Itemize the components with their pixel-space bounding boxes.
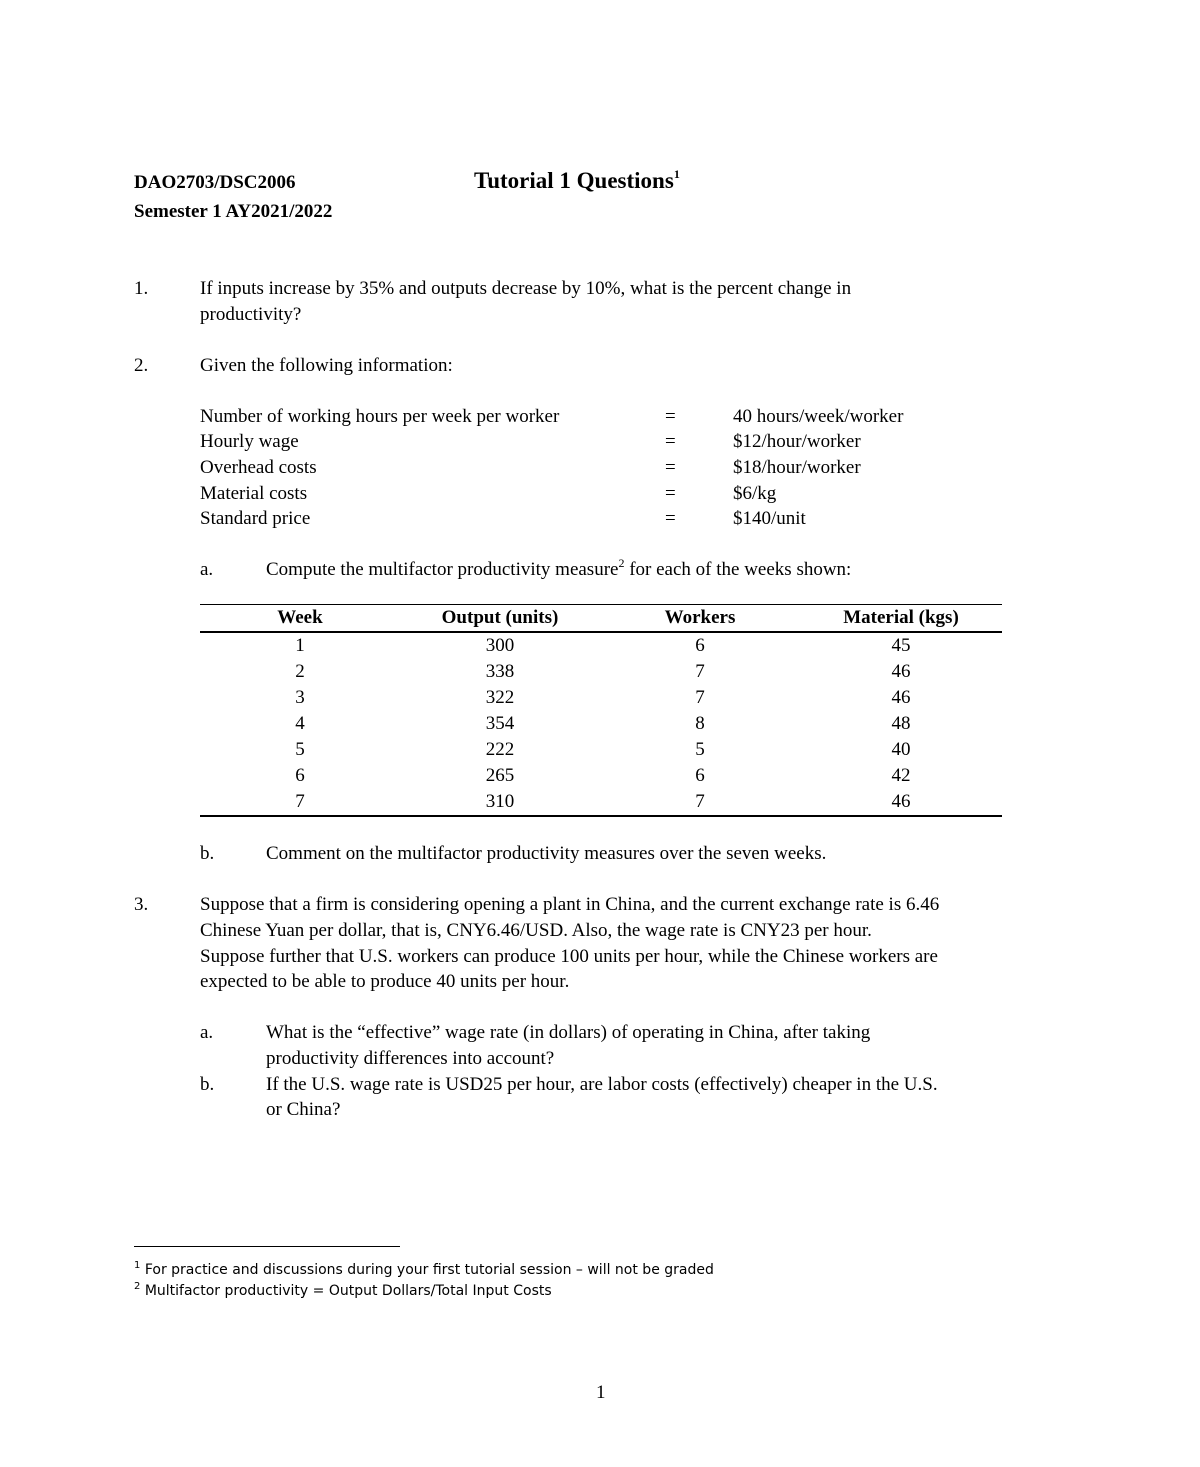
info-equals: = xyxy=(665,457,676,478)
info-equals: = xyxy=(665,431,676,452)
cell-workers: 6 xyxy=(695,765,705,786)
info-value: $6/kg xyxy=(733,483,777,504)
column-header-workers: Workers xyxy=(600,605,800,633)
info-label: Standard price xyxy=(200,508,311,529)
question-2a-text-after: for each of the weeks shown: xyxy=(624,559,852,580)
info-row-wage xyxy=(200,429,1020,455)
cell-week: 5 xyxy=(295,739,305,760)
cell-output: 338 xyxy=(485,661,515,682)
cell-week: 2 xyxy=(295,661,305,682)
column-header-output: Output (units) xyxy=(400,605,600,633)
info-label: Hourly wage xyxy=(200,431,299,452)
semester-label: Semester 1 AY2021/2022 xyxy=(134,201,333,222)
productivity-table xyxy=(200,604,1002,817)
info-value: 40 hours/week/worker xyxy=(733,406,904,427)
question-2a-label: a. xyxy=(200,559,214,580)
question-2a-text-before: Compute the multifactor productivity measure xyxy=(266,559,619,580)
footnote-1 xyxy=(134,1260,714,1280)
title-footnote-mark: 1 xyxy=(673,167,680,182)
cell-week: 3 xyxy=(295,687,305,708)
cell-output: 265 xyxy=(485,765,515,786)
column-header-week: Week xyxy=(200,605,400,633)
cell-output: 354 xyxy=(485,713,515,734)
cell-workers: 7 xyxy=(695,661,705,682)
question-3a-line-2: productivity differences into account? xyxy=(266,1048,555,1069)
question-3a-line-1: What is the “effective” wage rate (in dollars) of operating in China, after taking xyxy=(266,1022,871,1043)
cell-week: 4 xyxy=(295,713,305,734)
cell-material: 46 xyxy=(800,789,1002,816)
footnote-2-mark: 2 xyxy=(134,1281,141,1293)
table-row xyxy=(200,737,1002,763)
info-value: $18/hour/worker xyxy=(733,457,861,478)
cell-week: 1 xyxy=(295,635,305,656)
info-label: Number of working hours per week per worker xyxy=(200,406,560,427)
cell-workers: 8 xyxy=(695,713,705,734)
info-label: Overhead costs xyxy=(200,457,317,478)
question-2b-text: Comment on the multifactor productivity measures over the seven weeks. xyxy=(266,843,827,864)
question-3a-label: a. xyxy=(200,1022,214,1043)
question-3-line-4: expected to be able to produce 40 units per hour. xyxy=(200,971,570,992)
table-row xyxy=(200,711,1002,737)
info-value: $140/unit xyxy=(733,508,806,529)
table-row xyxy=(200,685,1002,711)
page-number: 1 xyxy=(596,1382,606,1403)
info-row-hours xyxy=(200,404,1020,430)
info-row-overhead xyxy=(200,455,1020,481)
cell-material: 48 xyxy=(891,713,911,734)
footnote-1-text: For practice and discussions during your first tutorial session – will not be graded xyxy=(140,1262,714,1278)
question-2b-label: b. xyxy=(200,843,215,864)
question-1-line-2: productivity? xyxy=(200,304,302,325)
cell-workers: 7 xyxy=(695,687,705,708)
cell-workers: 6 xyxy=(695,635,705,656)
info-equals: = xyxy=(665,508,676,529)
cell-output: 322 xyxy=(485,687,515,708)
info-row-price xyxy=(200,506,1020,532)
cell-workers: 7 xyxy=(600,789,800,816)
question-3b-line-2: or China? xyxy=(266,1099,341,1120)
question-3-line-3: Suppose further that U.S. workers can produce 100 units per hour, while the Chinese workers are xyxy=(200,946,938,967)
question-3b-line-1: If the U.S. wage rate is USD25 per hour, are labor costs (effectively) cheaper in the U.S. xyxy=(266,1074,938,1095)
info-row-material xyxy=(200,481,1020,507)
footnote-1-mark: 1 xyxy=(134,1260,141,1272)
table-row xyxy=(200,659,1002,685)
cell-material: 46 xyxy=(891,687,911,708)
question-2-intro: Given the following information: xyxy=(200,355,453,376)
table-row xyxy=(200,789,1002,816)
question-2-number: 2. xyxy=(134,355,149,376)
info-equals: = xyxy=(665,483,676,504)
info-equals: = xyxy=(665,406,676,427)
table-row xyxy=(200,763,1002,789)
cell-workers: 5 xyxy=(695,739,705,760)
info-value: $12/hour/worker xyxy=(733,431,861,452)
cell-output: 222 xyxy=(485,739,515,760)
cell-material: 46 xyxy=(891,661,911,682)
table-header-row xyxy=(200,605,1002,633)
column-header-material: Material (kgs) xyxy=(800,605,1002,633)
footnote-2-mark: 2 xyxy=(618,555,625,570)
question-1-number: 1. xyxy=(134,278,149,299)
question-1-line-1: If inputs increase by 35% and outputs decrease by 10%, what is the percent change in xyxy=(200,278,852,299)
table-row xyxy=(200,632,1002,659)
cell-week: 7 xyxy=(200,789,400,816)
cell-week: 6 xyxy=(295,765,305,786)
cell-output: 300 xyxy=(485,635,515,656)
footnote-separator xyxy=(134,1246,400,1247)
question-3b-label: b. xyxy=(200,1074,215,1095)
cell-material: 42 xyxy=(891,765,911,786)
cell-material: 40 xyxy=(891,739,911,760)
page-title xyxy=(474,168,680,194)
question-3-line-2: Chinese Yuan per dollar, that is, CNY6.46/USD. Also, the wage rate is CNY23 per hour. xyxy=(200,920,872,941)
cell-output: 310 xyxy=(400,789,600,816)
question-2a-text xyxy=(266,557,1086,583)
question-3-line-1: Suppose that a firm is considering opening a plant in China, and the current exchange rate is 6.46 xyxy=(200,894,940,915)
footnote-2-text: Multifactor productivity = Output Dollars/Total Input Costs xyxy=(140,1283,552,1299)
course-code: DAO2703/DSC2006 xyxy=(134,172,296,193)
cell-material: 45 xyxy=(891,635,911,656)
info-label: Material costs xyxy=(200,483,308,504)
question-3-number: 3. xyxy=(134,894,149,915)
footnote-2 xyxy=(134,1281,552,1301)
title-text: Tutorial 1 Questions xyxy=(474,168,674,193)
